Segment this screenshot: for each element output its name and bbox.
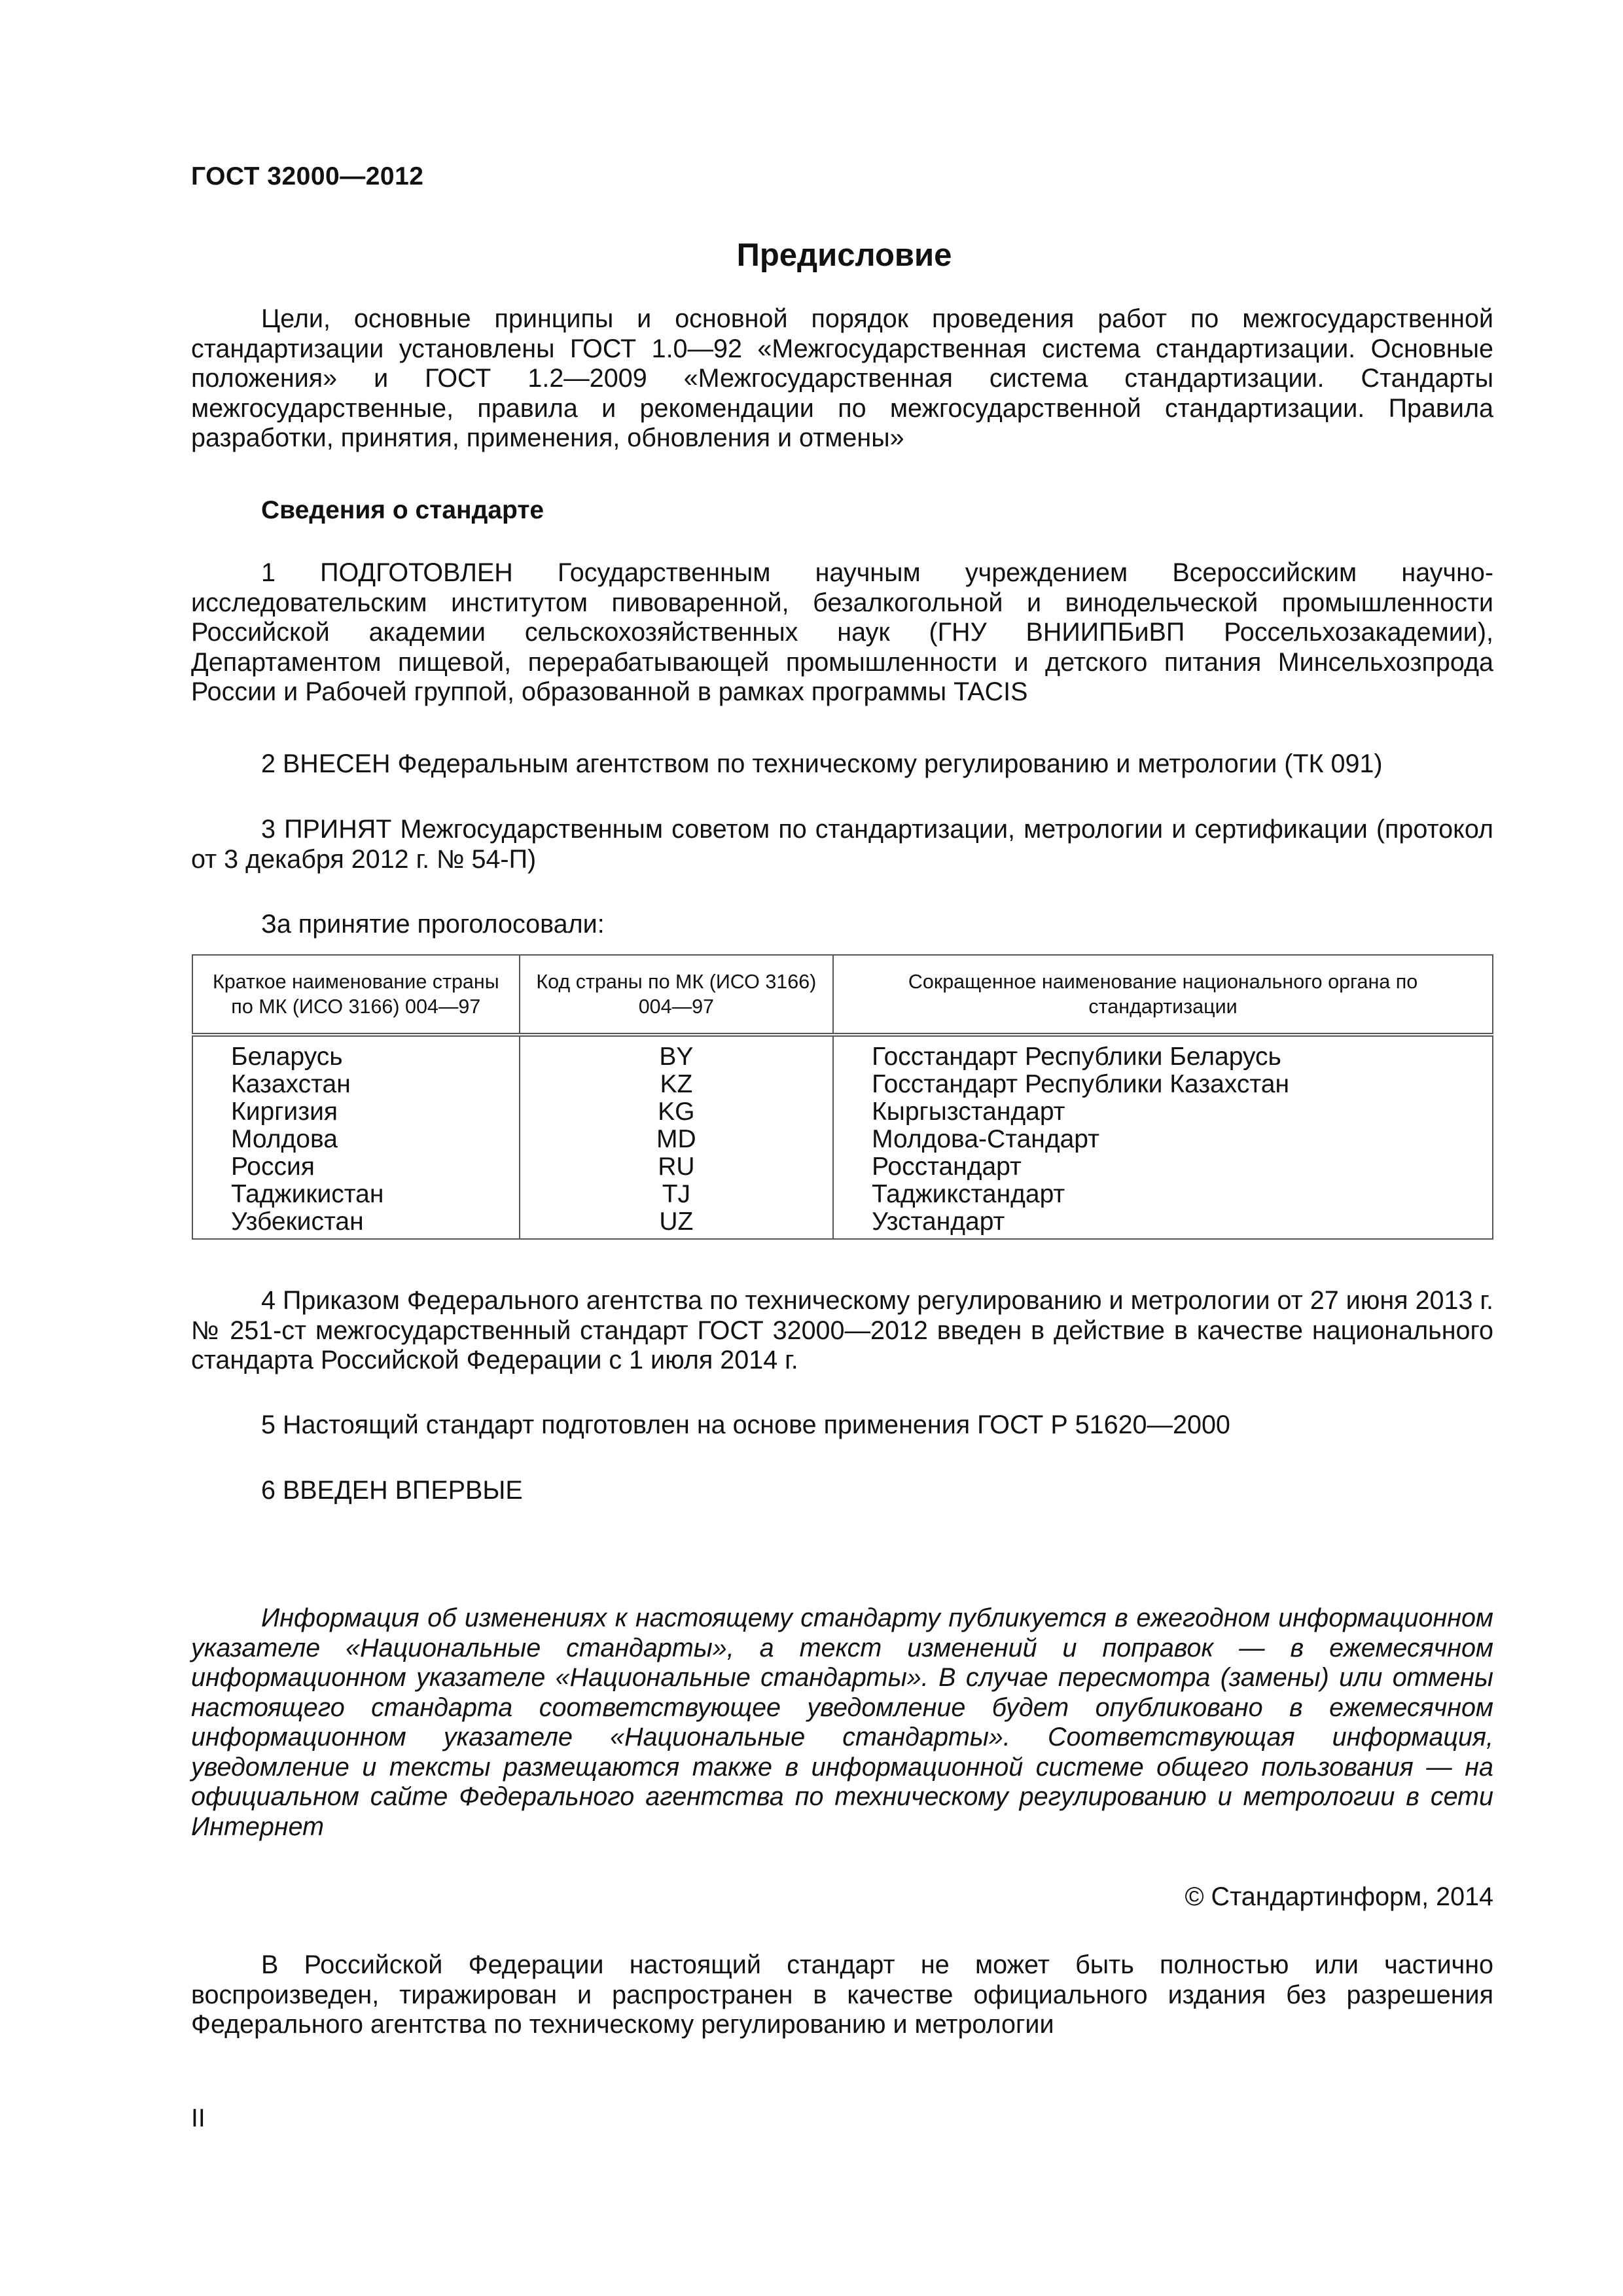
- voted-label: За принятие проголосовали:: [261, 910, 605, 939]
- table-cell-country: Узбекистан: [192, 1208, 520, 1239]
- table-row: [192, 1071, 1493, 1098]
- item-3-paragraph: 3 ПРИНЯТ Межгосударственным советом по стандартизации, метрологии и сертификации (протокол от 3 декабря 2012 г. № 54-П): [191, 815, 1493, 874]
- table-row: [192, 1208, 1493, 1239]
- notice-paragraph: Информация об изменениях к настоящему стандарту публикуется в ежегодном информационном указателе «Национальные стандарты», а текст изменений и поправок — в ежемесячном информационном указателе «Национальные стандарты». В случае пересмотра (замены) или отмены настоящего стандарта соответствующее уведомление будет опубликовано в ежемесячном информационном указателе «Национальные стандарты». Соответствующая информация, уведомление и тексты размещаются также в информационной системе общего пользования — на официальном сайте Федерального агентства по техническому регулированию и метрологии в сети Интернет: [191, 1604, 1493, 1841]
- item-2-paragraph: 2 ВНЕСЕН Федеральным агентством по техническому регулированию и метрологии (ТК 091): [261, 749, 1383, 778]
- page-title: Предисловие: [736, 238, 952, 273]
- table-row: [192, 1126, 1493, 1153]
- table-cell-code: BY: [520, 1035, 833, 1071]
- table-cell-country: Таджикистан: [192, 1181, 520, 1208]
- table-cell-country: Россия: [192, 1153, 520, 1181]
- table-cell-code: RU: [520, 1153, 833, 1181]
- table-cell-code: TJ: [520, 1181, 833, 1208]
- table-row: [192, 1153, 1493, 1181]
- table-cell-body: Узстандарт: [833, 1208, 1493, 1239]
- table-cell-country: Киргизия: [192, 1098, 520, 1126]
- item-5-paragraph: 5 Настоящий стандарт подготовлен на основе применения ГОСТ Р 51620—2000: [261, 1410, 1230, 1439]
- copyright-line: © Стандартинформ, 2014: [1185, 1882, 1493, 1911]
- item-4-paragraph: 4 Приказом Федерального агентства по техническому регулированию и метрологии от 27 июня 2013 г. № 251-ст межгосударственный стандарт ГОСТ 32000—2012 введен в действие в качестве национального стандарта Российской Федерации с 1 июля 2014 г.: [191, 1286, 1493, 1374]
- table-cell-code: UZ: [520, 1208, 833, 1239]
- voting-table: [192, 954, 1493, 1240]
- table-header-row: [192, 955, 1493, 1035]
- page-number: II: [191, 2104, 205, 2132]
- table-cell-country: Беларусь: [192, 1035, 520, 1071]
- table-cell-code: KZ: [520, 1071, 833, 1098]
- intro-paragraph: Цели, основные принципы и основной порядок проведения работ по межгосударственной стандартизации установлены ГОСТ 1.0—92 «Межгосударственная система стандартизации. Основные положения» и ГОСТ 1.2—2009 «Межгосударственная система стандартизации. Стандарты межгосударственные, правила и рекомендации по межгосударственной стандартизации. Правила разработки, принятия, применения, обновления и отмены»: [191, 304, 1493, 452]
- restriction-paragraph: В Российской Федерации настоящий стандарт не может быть полностью или частично воспроизведен, тиражирован и распространен в качестве официального издания без разрешения Федерального агентства по техническому регулированию и метрологии: [191, 1950, 1493, 2039]
- table-cell-country: Казахстан: [192, 1071, 520, 1098]
- item-6-paragraph: 6 ВВЕДЕН ВПЕРВЫЕ: [261, 1476, 523, 1505]
- table-cell-body: Таджикстандарт: [833, 1181, 1493, 1208]
- table-cell-code: MD: [520, 1126, 833, 1153]
- table-cell-body: Госстандарт Республики Беларусь: [833, 1035, 1493, 1071]
- table-cell-code: KG: [520, 1098, 833, 1126]
- document-code: ГОСТ 32000—2012: [191, 162, 424, 190]
- table-cell-body: Госстандарт Республики Казахстан: [833, 1071, 1493, 1098]
- table-row: [192, 1181, 1493, 1208]
- table-header-country: Краткое наименование страны по МК (ИСО 3166) 004—97: [192, 955, 520, 1035]
- item-1-paragraph: 1 ПОДГОТОВЛЕН Государственным научным учреждением Всероссийским научно-исследовательским институтом пивоваренной, безалкогольной и винодельческой промышленности Российской академии сельскохозяйственных наук (ГНУ ВНИИПБиВП Россельхозакадемии), Департаментом пищевой, перерабатывающей промышленности и детского питания Минсельхозпрода России и Рабочей группой, образованной в рамках программы TACIS: [191, 558, 1493, 706]
- table-cell-body: Кыргызстандарт: [833, 1098, 1493, 1126]
- table-row: [192, 1098, 1493, 1126]
- table-cell-body: Молдова-Стандарт: [833, 1126, 1493, 1153]
- table-cell-country: Молдова: [192, 1126, 520, 1153]
- table-header-code: Код страны по МК (ИСО 3166) 004—97: [520, 955, 833, 1035]
- table-cell-body: Росстандарт: [833, 1153, 1493, 1181]
- table-header-body: Сокращенное наименование национального органа по стандартизации: [833, 955, 1493, 1035]
- info-heading: Сведения о стандарте: [261, 496, 544, 524]
- table-row: [192, 1035, 1493, 1071]
